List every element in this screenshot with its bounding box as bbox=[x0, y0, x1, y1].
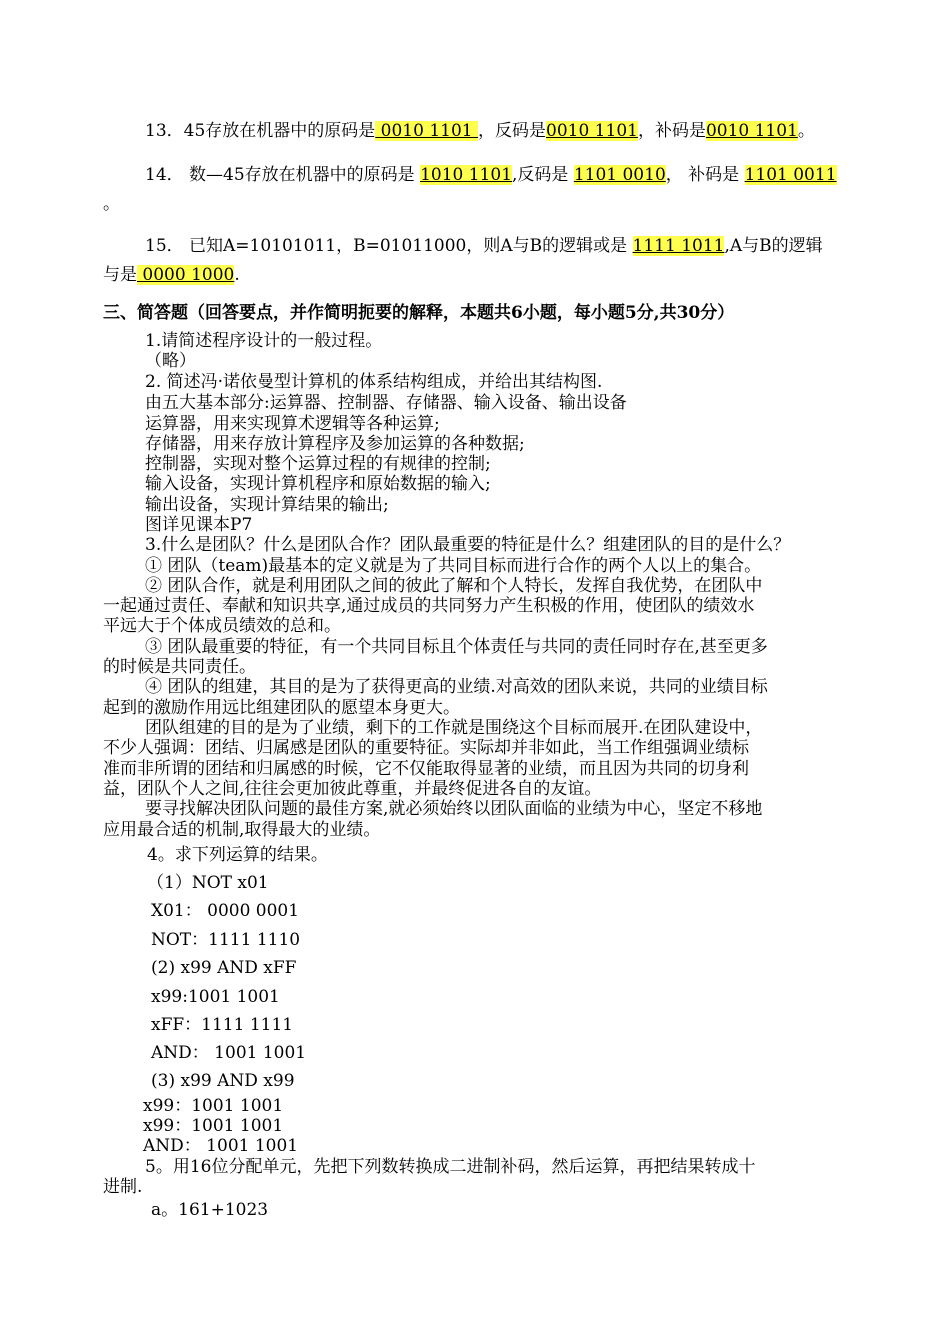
q14-text-mid1: ,反码是 bbox=[512, 165, 574, 185]
s3-line-12: ② 团队合作，就是利用团队之间的彼此了解和个人特长，发挥自我优势，在团队中 bbox=[145, 576, 763, 596]
q13-answer-ones-complement: 0010 1101 bbox=[546, 121, 638, 141]
q13-answer-twos-complement: 0010 1101 bbox=[705, 121, 798, 141]
question-14-wrap: 。 bbox=[103, 194, 120, 214]
s3-line-7: 输入设备，实现计算机程序和原始数据的输入; bbox=[145, 474, 491, 494]
q4-tight-line-1: x99：1001 1001 bbox=[143, 1116, 284, 1136]
s3-line-9: 图详见课本P7 bbox=[145, 515, 253, 535]
s3-line-10: 3.什么是团队？什么是团队合作？团队最重要的特征是什么？组建团队的目的是什么？ bbox=[145, 535, 791, 555]
s3-line-24: 应用最合适的机制,取得最大的业绩。 bbox=[103, 820, 381, 840]
q14-text-pre: 14． 数—45存放在机器中的原码是 bbox=[145, 165, 421, 185]
q13-text-post: 。 bbox=[797, 121, 815, 141]
q4-line-2: NOT：1111 1110 bbox=[151, 930, 301, 950]
q14-answer-ones-complement: 1101 0010 bbox=[573, 165, 666, 185]
s3-line-20: 不少人强调：团结、归属感是团队的重要特征。实际却并非如此，当工作组强调业绩标 bbox=[103, 738, 749, 758]
q4-line-1: X01： 0000 0001 bbox=[151, 901, 300, 921]
q13-text-pre: 13．45存放在机器中的原码是 bbox=[145, 121, 376, 141]
q14-answer-twos-complement: 1101 0011 bbox=[744, 165, 837, 185]
s3-line-8: 输出设备，实现计算结果的输出; bbox=[145, 495, 389, 515]
q4-tight-line-2: AND： 1001 1001 bbox=[143, 1136, 299, 1156]
q14-text-mid2: ， 补码是 bbox=[665, 165, 745, 185]
s3-line-23: 要寻找解决团队问题的最佳方案,就必须始终以团队面临的业绩为中心，坚定不移地 bbox=[145, 799, 763, 819]
q5-line-2: 进制. bbox=[103, 1177, 143, 1197]
s3-line-18: 起到的激励作用远比组建团队的愿望本身更大。 bbox=[103, 698, 460, 718]
s3-line-11: ① 团队（team)最基本的定义就是为了共同目标而进行合作的两个人以上的集合。 bbox=[145, 556, 762, 576]
q15-text-mid1: ,A与B的逻辑 bbox=[724, 236, 823, 256]
s3-line-3: 由五大基本部分:运算器、控制器、存储器、输入设备、输出设备 bbox=[145, 393, 627, 413]
q15-text-pre: 15． 已知A=10101011，B=01011000，则A与B的逻辑或是 bbox=[145, 236, 633, 256]
q5-sub-a: a。161+1023 bbox=[151, 1200, 269, 1220]
q4-tight-line-0: x99：1001 1001 bbox=[143, 1096, 284, 1116]
s3-line-21: 准而非所谓的团结和归属感的时候，它不仅能取得显著的业绩，而且因为共同的切身利 bbox=[103, 759, 749, 779]
q14-answer-original-code: 1010 1101 bbox=[420, 165, 513, 185]
s3-line-4: 运算器，用来实现算术逻辑等各种运算; bbox=[145, 414, 440, 434]
q13-text-mid1: ，反码是 bbox=[478, 121, 547, 141]
question-13 bbox=[0, 121, 950, 141]
s3-line-15: ③ 团队最重要的特征，有一个共同目标且个体责任与共同的责任同时存在,甚至更多 bbox=[145, 637, 768, 657]
q4-line-5: xFF：1111 1111 bbox=[151, 1015, 294, 1035]
q13-answer-original-code: 0010 1101 bbox=[375, 121, 479, 141]
q4-line-4: x99:1001 1001 bbox=[151, 987, 280, 1007]
s3-line-6: 控制器，实现对整个运算过程的有规律的控制; bbox=[145, 454, 491, 474]
q15-answer-logical-or: 1111 1011 bbox=[632, 236, 725, 256]
s3-line-17: ④ 团队的组建，其目的是为了获得更高的业绩.对高效的团队来说，共同的业绩目标 bbox=[145, 677, 768, 697]
section-3-heading: 三、简答题（回答要点，并作简明扼要的解释，本题共6小题，每小题5分,共30分） bbox=[103, 303, 735, 323]
s3-line-16: 的时候是共同责任。 bbox=[103, 657, 256, 677]
s3-line-13: 一起通过责任、奉献和知识共享,通过成员的共同努力产生积极的作用，使团队的绩效水 bbox=[103, 596, 755, 616]
q4-line-3: (2) x99 AND xFF bbox=[151, 958, 297, 978]
question-14 bbox=[0, 165, 950, 185]
q4-title: 4。求下列运算的结果。 bbox=[147, 845, 328, 865]
q15-text-post2: . bbox=[234, 265, 240, 285]
q4-line-6: AND： 1001 1001 bbox=[151, 1043, 307, 1063]
q15-answer-logical-and: 0000 1000 bbox=[137, 265, 235, 285]
s3-line-2: 2. 简述冯·诺依曼型计算机的体系结构组成，并给出其结构图. bbox=[145, 372, 603, 392]
s3-line-0: 1.请简述程序设计的一般过程。 bbox=[145, 331, 383, 351]
q4-line-7: (3) x99 AND x99 bbox=[151, 1071, 295, 1091]
q15-text-pre2: 与是 bbox=[103, 265, 137, 285]
s3-line-5: 存储器，用来存放计算程序及参加运算的各种数据; bbox=[145, 434, 525, 454]
q4-line-0: （1）NOT x01 bbox=[147, 873, 269, 893]
q5-line-1: 5。用16位分配单元，先把下列数转换成二进制补码，然后运算，再把结果转成十 bbox=[145, 1157, 756, 1177]
s3-line-1: （略） bbox=[145, 351, 196, 371]
q13-text-mid2: ，补码是 bbox=[637, 121, 706, 141]
question-15-line2 bbox=[0, 265, 950, 285]
s3-line-14: 平远大于个体成员绩效的总和。 bbox=[103, 616, 341, 636]
question-15 bbox=[0, 236, 950, 256]
s3-line-19: 团队组建的目的是为了业绩，剩下的工作就是围绕这个目标而展开.在团队建设中， bbox=[145, 718, 763, 738]
s3-line-22: 益，团队个人之间,往往会更加彼此尊重，并最终促进各自的友谊。 bbox=[103, 779, 602, 799]
